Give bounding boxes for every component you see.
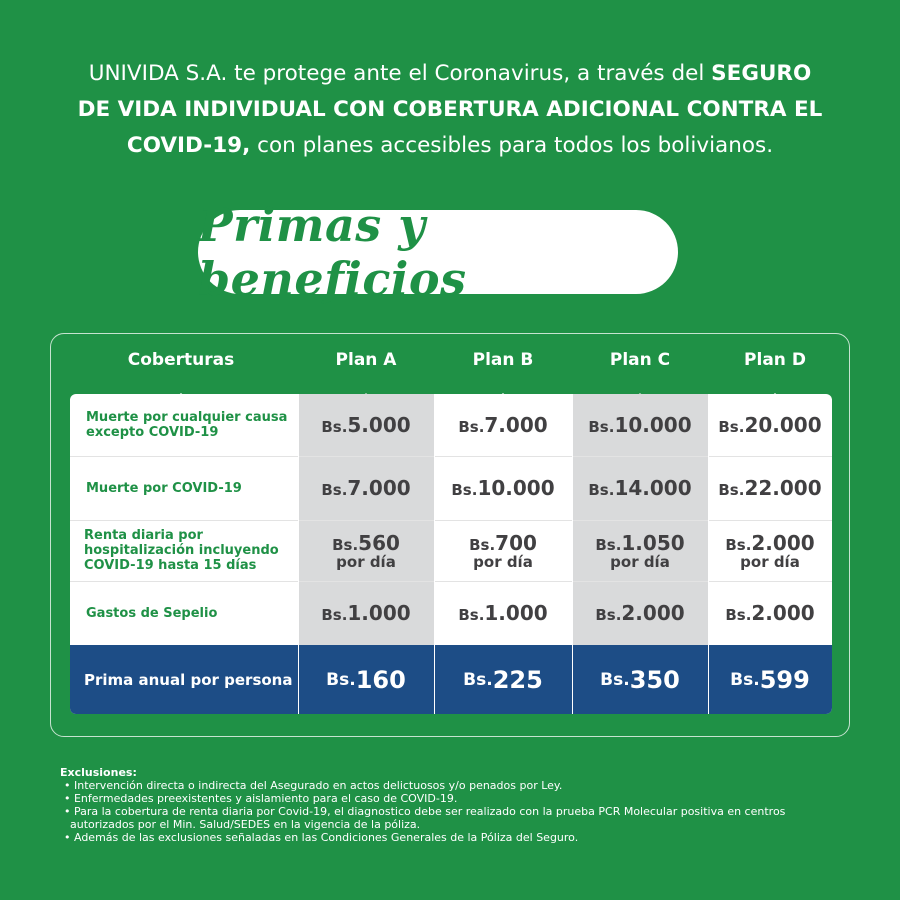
table-cell: Bs.2.000 por día (725, 530, 815, 571)
prima-label: Prima anual por persona (84, 670, 293, 689)
header-plan-b: Plan B (472, 350, 534, 370)
table-cell: Bs.10.000 (588, 413, 692, 437)
exclusion-item: • Intervención directa o indirecta del Asegurado en actos delictuosos y/o penados por Ley. (64, 779, 563, 792)
header-plan-c: Plan C (609, 350, 671, 370)
benefits-table (70, 394, 832, 714)
page-title: Primas y beneficios (198, 198, 467, 306)
exclusion-item: • Para la cobertura de renta diaria por Covid-19, el diagnostico debe ser realizado con la prueba PCR Molecular positiva en centros autorizados por el Min. Salud/SEDES en la vigencia de la póliza. (64, 805, 786, 831)
table-cell: Bs.560 por día (332, 530, 400, 571)
column-divider (298, 394, 299, 714)
row-label: Muerte por cualquier causa excepto COVID-19 (86, 410, 288, 440)
table-cell: Bs.10.000 (451, 476, 555, 500)
header-plan-a: Plan A (335, 350, 397, 370)
prima-value-plan-a: Bs. 160 (326, 665, 406, 694)
row-label: Muerte por COVID-19 (86, 480, 242, 496)
table-cell: Bs.1.000 (321, 601, 411, 625)
column-divider (434, 394, 435, 714)
row-label: Renta diaria por hospitalización incluyendo COVID-19 hasta 15 días (84, 528, 279, 573)
prima-value-plan-c: Bs. 350 (600, 665, 680, 694)
table-cell: Bs.7.000 (321, 476, 411, 500)
table-cell: Bs.20.000 (718, 413, 822, 437)
exclusions-title: Exclusiones: (60, 766, 137, 779)
header-plan-d: Plan D (744, 350, 806, 370)
prima-value-plan-b: Bs. 225 (463, 665, 543, 694)
column-divider (572, 394, 573, 714)
table-cell: Bs.7.000 (458, 413, 548, 437)
prima-value-plan-d: Bs. 599 (730, 665, 810, 694)
table-cell: Bs.1.000 (458, 601, 548, 625)
header-coberturas: Coberturas (127, 350, 235, 370)
exclusion-item: • Además de las exclusiones señaladas en las Condiciones Generales de la Póliza del Seguro. (64, 831, 579, 844)
table-cell: Bs.14.000 (588, 476, 692, 500)
column-divider (708, 394, 709, 714)
table-cell: Bs.700 por día (469, 530, 537, 571)
row-label: Gastos de Sepelio (86, 605, 218, 621)
table-cell: Bs.2.000 (595, 601, 685, 625)
title-banner (198, 198, 678, 306)
table-cell: Bs.5.000 (321, 413, 411, 437)
exclusions (60, 766, 840, 844)
intro-text: UNIVIDA S.A. te protege ante el Coronavirus, a través del SEGURO DE VIDA INDIVIDUAL CON COBERTURA ADICIONAL CONTRA EL COVID-19, con planes accesibles para todos los bolivianos. (77, 61, 823, 158)
table-cell: Bs.22.000 (718, 476, 822, 500)
table-cell: Bs.2.000 (725, 601, 815, 625)
prima-row (70, 645, 832, 714)
exclusion-item: • Enfermedades preexistentes y aislamiento para el caso de COVID-19. (64, 792, 458, 805)
table-cell: Bs.1.050 por día (595, 530, 685, 571)
